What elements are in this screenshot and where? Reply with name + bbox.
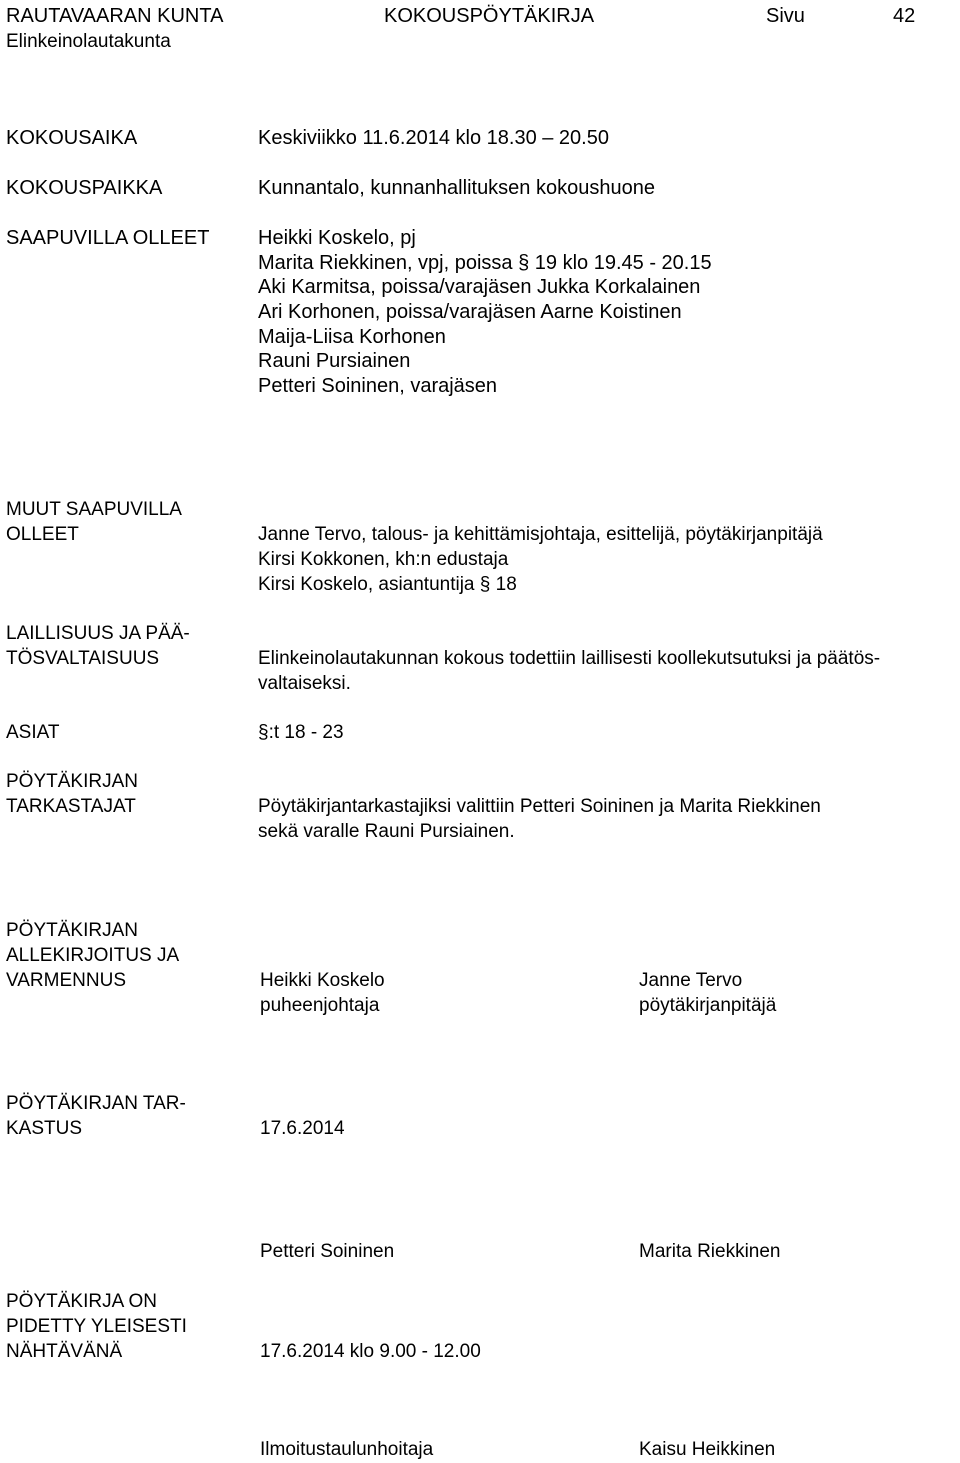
meeting-time-value: Keskiviikko 11.6.2014 klo 18.30 – 20.50	[258, 127, 609, 149]
checkers-text-line2: sekä varalle Rauni Pursiainen.	[258, 821, 515, 842]
attendee-line: Marita Riekkinen, vpj, poissa § 19 klo 19.45 - 20.15	[258, 252, 712, 274]
signing-label-line3: VARMENNUS	[6, 970, 126, 991]
items-value: §:t 18 - 23	[258, 722, 344, 743]
inspector2-name: Marita Riekkinen	[639, 1241, 781, 1262]
committee-name: Elinkeinolautakunta	[6, 31, 171, 52]
legality-label-line2: TÖSVALTAISUUS	[6, 648, 160, 669]
document-type: KOKOUSPÖYTÄKIRJA	[384, 5, 595, 27]
display-label-line3: NÄHTÄVÄNÄ	[6, 1341, 123, 1362]
legality-text-line1: Elinkeinolautakunnan kokous todettiin laillisesti koollekutsutuksi ja päätös-	[258, 648, 881, 669]
meeting-place-value: Kunnantalo, kunnanhallituksen kokoushuone	[258, 177, 655, 199]
attendee-line: Heikki Koskelo, pj	[258, 227, 416, 249]
checkers-text-line1: Pöytäkirjantarkastajiksi valittiin Petteri Soininen ja Marita Riekkinen	[258, 796, 821, 817]
attendee-line: Maija-Liisa Korhonen	[258, 326, 446, 348]
checkers-label-line1: PÖYTÄKIRJAN	[6, 771, 138, 792]
signer1-role: puheenjohtaja	[260, 995, 380, 1016]
display-signer2: Kaisu Heikkinen	[639, 1439, 776, 1460]
attendee-line: Ari Korhonen, poissa/varajäsen Aarne Koistinen	[258, 301, 682, 323]
other-attendee-line: Kirsi Kokkonen, kh:n edustaja	[258, 549, 509, 570]
attendee-line: Petteri Soininen, varajäsen	[258, 375, 498, 397]
display-label-line1: PÖYTÄKIRJA ON	[6, 1291, 157, 1312]
inspector1-name: Petteri Soininen	[260, 1241, 395, 1262]
attendees-label: SAAPUVILLA OLLEET	[6, 227, 210, 249]
other-attendee-line: Kirsi Koskelo, asiantuntija § 18	[258, 574, 517, 595]
items-label: ASIAT	[6, 722, 60, 743]
legality-text-line2: valtaiseksi.	[258, 673, 351, 694]
attendee-line: Rauni Pursiainen	[258, 350, 411, 372]
display-signer1: Ilmoitustaulunhoitaja	[260, 1439, 434, 1460]
inspection-label-line2: KASTUS	[6, 1118, 83, 1139]
other-attendee-line: Janne Tervo, talous- ja kehittämisjohtaja, esittelijä, pöytäkirjanpitäjä	[258, 524, 823, 545]
legality-label-line1: LAILLISUUS JA PÄÄ-	[6, 623, 190, 644]
inspection-date: 17.6.2014	[260, 1118, 345, 1139]
signer2-role: pöytäkirjanpitäjä	[639, 995, 777, 1016]
meeting-place-label: KOKOUSPAIKKA	[6, 177, 163, 199]
signer2-name: Janne Tervo	[639, 970, 743, 991]
display-value: 17.6.2014 klo 9.00 - 12.00	[260, 1341, 481, 1362]
signing-label-line1: PÖYTÄKIRJAN	[6, 920, 138, 941]
inspection-label-line1: PÖYTÄKIRJAN TAR-	[6, 1093, 186, 1114]
others-label-line2: OLLEET	[6, 524, 79, 545]
meeting-time-label: KOKOUSAIKA	[6, 127, 138, 149]
attendee-line: Aki Karmitsa, poissa/varajäsen Jukka Korkalainen	[258, 276, 701, 298]
signing-label-line2: ALLEKIRJOITUS JA	[6, 945, 180, 966]
checkers-label-line2: TARKASTAJAT	[6, 796, 136, 817]
others-label-line1: MUUT SAAPUVILLA	[6, 499, 182, 520]
municipality-name: RAUTAVAARAN KUNTA	[6, 5, 224, 27]
display-label-line2: PIDETTY YLEISESTI	[6, 1316, 187, 1337]
signer1-name: Heikki Koskelo	[260, 970, 385, 991]
page-number: 42	[893, 5, 916, 27]
page-label: Sivu	[766, 5, 805, 27]
